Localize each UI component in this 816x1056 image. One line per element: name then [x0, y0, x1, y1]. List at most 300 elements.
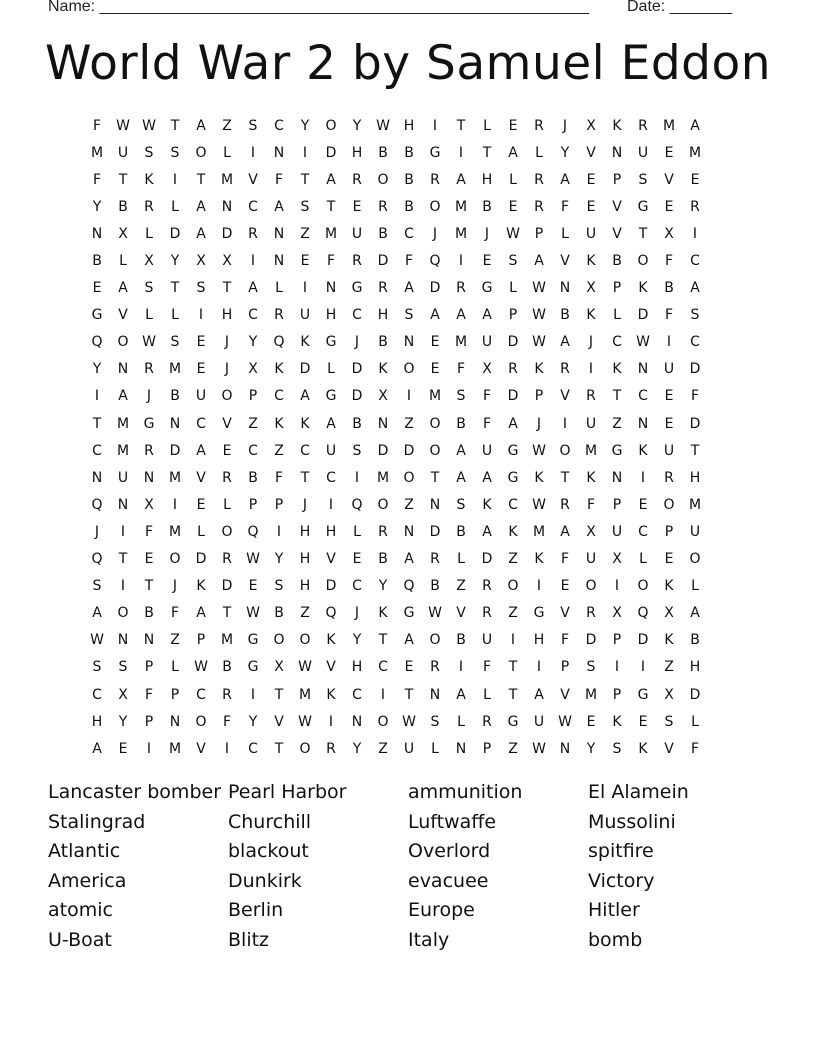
grid-letter: T: [92, 415, 102, 432]
grid-letter: D: [585, 632, 597, 649]
grid-letter: A: [456, 686, 466, 703]
grid-letter: W: [532, 740, 546, 757]
grid-letter: R: [144, 442, 154, 459]
grid-letter: S: [144, 144, 154, 161]
grid-letter: L: [509, 171, 517, 188]
grid-letter: S: [430, 713, 440, 730]
grid-letter: B: [456, 415, 466, 432]
word-list-item: Berlin: [228, 899, 284, 922]
grid-letter: T: [274, 686, 284, 703]
grid-letter: A: [404, 632, 414, 649]
grid-letter: H: [689, 469, 701, 486]
grid-letter: J: [562, 117, 568, 134]
grid-letter: U: [481, 632, 493, 649]
grid-letter: A: [196, 198, 206, 215]
grid-letter: V: [560, 686, 570, 703]
grid-letter: V: [560, 605, 570, 622]
grid-letter: O: [299, 740, 311, 757]
grid-letter: X: [378, 388, 388, 405]
grid-letter: O: [429, 415, 441, 432]
word-list: [48, 778, 768, 956]
grid-letter: Z: [664, 659, 674, 676]
grid-letter: G: [247, 632, 259, 649]
grid-letter: U: [195, 388, 207, 405]
grid-letter: M: [584, 686, 598, 703]
grid-letter: O: [429, 442, 441, 459]
grid-letter: D: [195, 551, 207, 568]
grid-letter: B: [118, 198, 128, 215]
grid-letter: H: [351, 659, 363, 676]
grid-letter: C: [508, 496, 518, 513]
grid-letter: A: [430, 307, 440, 324]
grid-letter: D: [377, 253, 389, 270]
grid-letter: G: [351, 280, 363, 297]
grid-letter: N: [403, 523, 415, 540]
grid-letter: A: [118, 280, 128, 297]
grid-letter: B: [430, 578, 440, 595]
grid-letter: D: [689, 361, 701, 378]
grid-letter: M: [324, 225, 338, 242]
grid-letter: R: [664, 469, 674, 486]
grid-letter: T: [196, 171, 206, 188]
grid-letter: D: [325, 144, 337, 161]
grid-letter: L: [561, 225, 569, 242]
grid-letter: I: [146, 740, 152, 757]
grid-letter: A: [508, 415, 518, 432]
grid-letter: R: [586, 605, 596, 622]
grid-letter: X: [118, 225, 128, 242]
grid-letter: G: [91, 307, 103, 324]
grid-letter: Q: [273, 334, 285, 351]
grid-letter: W: [116, 117, 130, 134]
grid-letter: A: [248, 280, 258, 297]
grid-letter: S: [170, 334, 180, 351]
grid-letter: S: [92, 659, 102, 676]
grid-letter: L: [171, 198, 179, 215]
grid-letter: W: [298, 659, 312, 676]
grid-letter: F: [482, 415, 492, 432]
grid-letter: B: [690, 632, 700, 649]
grid-letter: Z: [404, 415, 414, 432]
grid-letter: Q: [351, 496, 363, 513]
grid-letter: U: [533, 713, 545, 730]
grid-letter: N: [169, 415, 181, 432]
grid-letter: K: [612, 361, 622, 378]
word-list-item: Stalingrad: [48, 810, 146, 833]
grid-letter: I: [276, 523, 282, 540]
grid-letter: K: [586, 469, 596, 486]
grid-letter: B: [482, 198, 492, 215]
grid-letter: P: [560, 659, 570, 676]
grid-letter: P: [248, 388, 258, 405]
grid-letter: P: [248, 496, 258, 513]
grid-letter: S: [456, 388, 466, 405]
grid-letter: V: [196, 740, 206, 757]
grid-letter: D: [689, 415, 701, 432]
grid-letter: M: [168, 469, 182, 486]
grid-letter: L: [353, 523, 361, 540]
grid-letter: G: [611, 442, 623, 459]
grid-letter: O: [637, 578, 649, 595]
grid-letter: J: [354, 334, 360, 351]
grid-letter: J: [94, 523, 100, 540]
grid-letter: X: [664, 605, 674, 622]
grid-letter: O: [299, 632, 311, 649]
grid-letter: K: [274, 415, 284, 432]
grid-letter: L: [457, 713, 465, 730]
grid-letter: N: [91, 225, 103, 242]
grid-letter: F: [560, 198, 570, 215]
grid-letter: I: [120, 578, 126, 595]
grid-letter: J: [224, 361, 230, 378]
grid-letter: G: [507, 469, 519, 486]
grid-letter: R: [222, 469, 232, 486]
grid-letter: B: [404, 144, 414, 161]
grid-letter: X: [664, 686, 674, 703]
grid-letter: N: [143, 632, 155, 649]
grid-letter: D: [429, 523, 441, 540]
grid-letter: I: [614, 578, 620, 595]
grid-letter: G: [637, 686, 649, 703]
grid-letter: R: [378, 280, 388, 297]
grid-letter: Q: [91, 496, 103, 513]
grid-letter: A: [404, 280, 414, 297]
grid-letter: C: [248, 442, 258, 459]
grid-letter: D: [351, 388, 363, 405]
grid-letter: D: [351, 361, 363, 378]
grid-letter: I: [198, 307, 204, 324]
grid-letter: K: [664, 578, 674, 595]
grid-letter: E: [196, 361, 206, 378]
word-list-item: atomic: [48, 899, 113, 922]
grid-letter: N: [273, 253, 285, 270]
grid-letter: T: [482, 144, 492, 161]
grid-letter: X: [612, 605, 622, 622]
grid-letter: R: [534, 198, 544, 215]
grid-letter: R: [326, 740, 336, 757]
grid-letter: F: [482, 388, 492, 405]
grid-letter: D: [169, 225, 181, 242]
grid-letter: J: [354, 605, 360, 622]
grid-letter: E: [586, 198, 596, 215]
grid-letter: L: [457, 551, 465, 568]
grid-letter: G: [247, 659, 259, 676]
grid-letter: P: [196, 632, 206, 649]
grid-letter: B: [664, 280, 674, 297]
grid-letter: F: [222, 713, 232, 730]
grid-letter: R: [638, 117, 648, 134]
word-list-item: Lancaster bomber: [48, 781, 222, 803]
grid-letter: F: [92, 117, 102, 134]
word-list-item: Mussolini: [588, 810, 676, 833]
word-list-item: ammunition: [408, 781, 523, 803]
grid-letter: V: [612, 225, 622, 242]
grid-letter: L: [613, 307, 621, 324]
grid-letter: X: [118, 686, 128, 703]
word-list-item: Hitler: [588, 899, 640, 922]
grid-letter: E: [404, 659, 414, 676]
grid-letter: R: [144, 361, 154, 378]
grid-letter: N: [611, 469, 623, 486]
grid-letter: D: [299, 361, 311, 378]
grid-letter: R: [222, 551, 232, 568]
grid-letter: K: [586, 307, 596, 324]
grid-letter: C: [352, 307, 362, 324]
grid-letter: O: [221, 523, 233, 540]
grid-letter: L: [171, 307, 179, 324]
grid-letter: T: [560, 469, 570, 486]
grid-letter: P: [612, 171, 622, 188]
grid-letter: R: [430, 659, 440, 676]
grid-letter: P: [612, 686, 622, 703]
grid-letter: S: [690, 307, 700, 324]
grid-letter: K: [534, 469, 544, 486]
grid-letter: R: [482, 605, 492, 622]
grid-letter: K: [300, 415, 310, 432]
word-list-item: evacuee: [408, 869, 489, 892]
grid-letter: Z: [248, 415, 258, 432]
grid-letter: H: [299, 578, 311, 595]
grid-letter: C: [690, 334, 700, 351]
grid-letter: F: [274, 171, 284, 188]
grid-letter: D: [169, 442, 181, 459]
grid-letter: N: [559, 740, 571, 757]
grid-letter: P: [482, 740, 492, 757]
grid-letter: S: [196, 280, 206, 297]
grid-letter: Y: [300, 117, 310, 134]
grid-letter: F: [144, 523, 154, 540]
grid-letter: E: [482, 253, 492, 270]
grid-letter: K: [586, 253, 596, 270]
grid-letter: E: [508, 117, 518, 134]
grid-letter: E: [586, 171, 596, 188]
grid-letter: Z: [222, 117, 232, 134]
grid-letter: T: [638, 225, 648, 242]
grid-letter: K: [612, 117, 622, 134]
grid-letter: X: [248, 361, 258, 378]
grid-letter: U: [663, 361, 675, 378]
grid-letter: N: [611, 144, 623, 161]
grid-letter: I: [536, 659, 542, 676]
grid-letter: B: [170, 388, 180, 405]
grid-letter: V: [560, 388, 570, 405]
word-list-item: Victory: [588, 869, 655, 892]
grid-letter: T: [144, 578, 154, 595]
grid-letter: L: [327, 361, 335, 378]
grid-letter: N: [429, 686, 441, 703]
grid-letter: N: [351, 713, 363, 730]
grid-letter: C: [92, 442, 102, 459]
grid-letter: S: [248, 117, 258, 134]
grid-letter: L: [171, 659, 179, 676]
grid-letter: O: [403, 361, 415, 378]
word-list-item: U-Boat: [48, 928, 112, 951]
grid-letter: C: [326, 469, 336, 486]
grid-letter: I: [562, 415, 568, 432]
grid-letter: O: [169, 551, 181, 568]
grid-letter: C: [196, 686, 206, 703]
grid-letter: S: [586, 659, 596, 676]
grid-letter: D: [507, 388, 519, 405]
date-field-label: Date: _______: [627, 0, 732, 15]
grid-letter: M: [168, 523, 182, 540]
grid-letter: B: [378, 144, 388, 161]
grid-letter: A: [482, 523, 492, 540]
grid-letter: R: [482, 713, 492, 730]
grid-letter: H: [325, 523, 337, 540]
grid-letter: O: [663, 496, 675, 513]
grid-letter: P: [612, 632, 622, 649]
grid-letter: J: [146, 388, 152, 405]
grid-letter: J: [432, 225, 438, 242]
grid-letter: O: [377, 496, 389, 513]
grid-letter: I: [640, 469, 646, 486]
grid-letter: Q: [403, 578, 415, 595]
grid-letter: X: [612, 551, 622, 568]
grid-letter: Y: [92, 361, 102, 378]
grid-letter: B: [456, 632, 466, 649]
grid-letter: C: [690, 253, 700, 270]
grid-letter: H: [481, 171, 493, 188]
grid-letter: P: [274, 496, 284, 513]
grid-letter: G: [507, 442, 519, 459]
grid-letter: T: [612, 388, 622, 405]
grid-letter: T: [222, 605, 232, 622]
grid-letter: X: [664, 225, 674, 242]
grid-letter: L: [223, 496, 231, 513]
grid-letter: P: [612, 280, 622, 297]
word-list-item: blackout: [228, 840, 309, 863]
name-field-label: Name: _______________________________________________________: [48, 0, 589, 15]
grid-letter: N: [169, 713, 181, 730]
grid-letter: T: [300, 469, 310, 486]
grid-letter: K: [300, 334, 310, 351]
grid-letter: W: [532, 442, 546, 459]
grid-letter: Z: [404, 496, 414, 513]
grid-letter: I: [692, 225, 698, 242]
grid-letter: D: [325, 578, 337, 595]
grid-letter: M: [116, 442, 130, 459]
grid-letter: V: [560, 253, 570, 270]
grid-letter: X: [482, 361, 492, 378]
grid-letter: Q: [325, 605, 337, 622]
grid-letter: Z: [508, 740, 518, 757]
grid-letter: E: [352, 198, 362, 215]
grid-letter: U: [481, 334, 493, 351]
grid-letter: L: [691, 578, 699, 595]
grid-letter: Z: [170, 632, 180, 649]
grid-letter: D: [637, 307, 649, 324]
grid-letter: A: [326, 171, 336, 188]
grid-letter: U: [351, 225, 363, 242]
grid-letter: U: [117, 469, 129, 486]
grid-letter: O: [273, 632, 285, 649]
grid-letter: W: [246, 551, 260, 568]
grid-letter: O: [507, 578, 519, 595]
grid-letter: W: [558, 713, 572, 730]
grid-letter: R: [560, 496, 570, 513]
grid-letter: V: [118, 307, 128, 324]
grid-letter: G: [429, 144, 441, 161]
grid-letter: V: [664, 740, 674, 757]
grid-letter: I: [120, 523, 126, 540]
grid-letter: K: [378, 605, 388, 622]
grid-letter: W: [142, 334, 156, 351]
word-list-item: Blitz: [228, 928, 270, 951]
grid-letter: M: [168, 740, 182, 757]
grid-letter: T: [456, 117, 466, 134]
grid-letter: S: [92, 578, 102, 595]
grid-letter: V: [664, 171, 674, 188]
grid-letter: A: [690, 280, 700, 297]
grid-letter: T: [430, 469, 440, 486]
grid-letter: Z: [300, 225, 310, 242]
grid-letter: K: [638, 280, 648, 297]
grid-letter: C: [378, 659, 388, 676]
grid-letter: E: [222, 442, 232, 459]
grid-letter: I: [250, 144, 256, 161]
grid-letter: D: [689, 686, 701, 703]
grid-letter: K: [638, 740, 648, 757]
grid-letter: L: [639, 551, 647, 568]
grid-letter: L: [535, 144, 543, 161]
grid-letter: M: [90, 144, 104, 161]
grid-letter: X: [586, 117, 596, 134]
grid-letter: A: [456, 469, 466, 486]
grid-letter: G: [481, 280, 493, 297]
grid-letter: G: [403, 605, 415, 622]
grid-letter: R: [690, 198, 700, 215]
grid-letter: E: [508, 198, 518, 215]
grid-letter: N: [429, 496, 441, 513]
word-list-item: spitfire: [588, 840, 654, 863]
grid-letter: L: [509, 280, 517, 297]
grid-letter: B: [404, 171, 414, 188]
grid-letter: E: [664, 415, 674, 432]
grid-letter: U: [585, 225, 597, 242]
grid-letter: Y: [118, 713, 128, 730]
grid-letter: K: [378, 361, 388, 378]
grid-letter: A: [196, 225, 206, 242]
word-list-item: Pearl Harbor: [228, 781, 347, 803]
grid-letter: M: [376, 469, 390, 486]
grid-letter: N: [637, 361, 649, 378]
grid-letter: H: [689, 659, 701, 676]
grid-letter: A: [326, 415, 336, 432]
grid-letter: M: [688, 496, 702, 513]
grid-letter: A: [690, 605, 700, 622]
grid-letter: Y: [378, 578, 388, 595]
word-list-item: Overlord: [408, 840, 491, 863]
grid-letter: R: [456, 280, 466, 297]
grid-letter: I: [250, 686, 256, 703]
grid-letter: C: [248, 198, 258, 215]
grid-letter: T: [170, 280, 180, 297]
grid-letter: R: [378, 198, 388, 215]
grid-letter: T: [274, 740, 284, 757]
grid-letter: Q: [637, 605, 649, 622]
grid-letter: E: [352, 551, 362, 568]
grid-letter: S: [508, 253, 518, 270]
grid-letter: V: [248, 171, 258, 188]
grid-letter: L: [691, 713, 699, 730]
grid-letter: U: [585, 415, 597, 432]
grid-letter: I: [172, 496, 178, 513]
grid-letter: T: [222, 280, 232, 297]
grid-letter: Q: [91, 334, 103, 351]
grid-letter: H: [221, 307, 233, 324]
word-list-item: El Alamein: [588, 781, 689, 803]
